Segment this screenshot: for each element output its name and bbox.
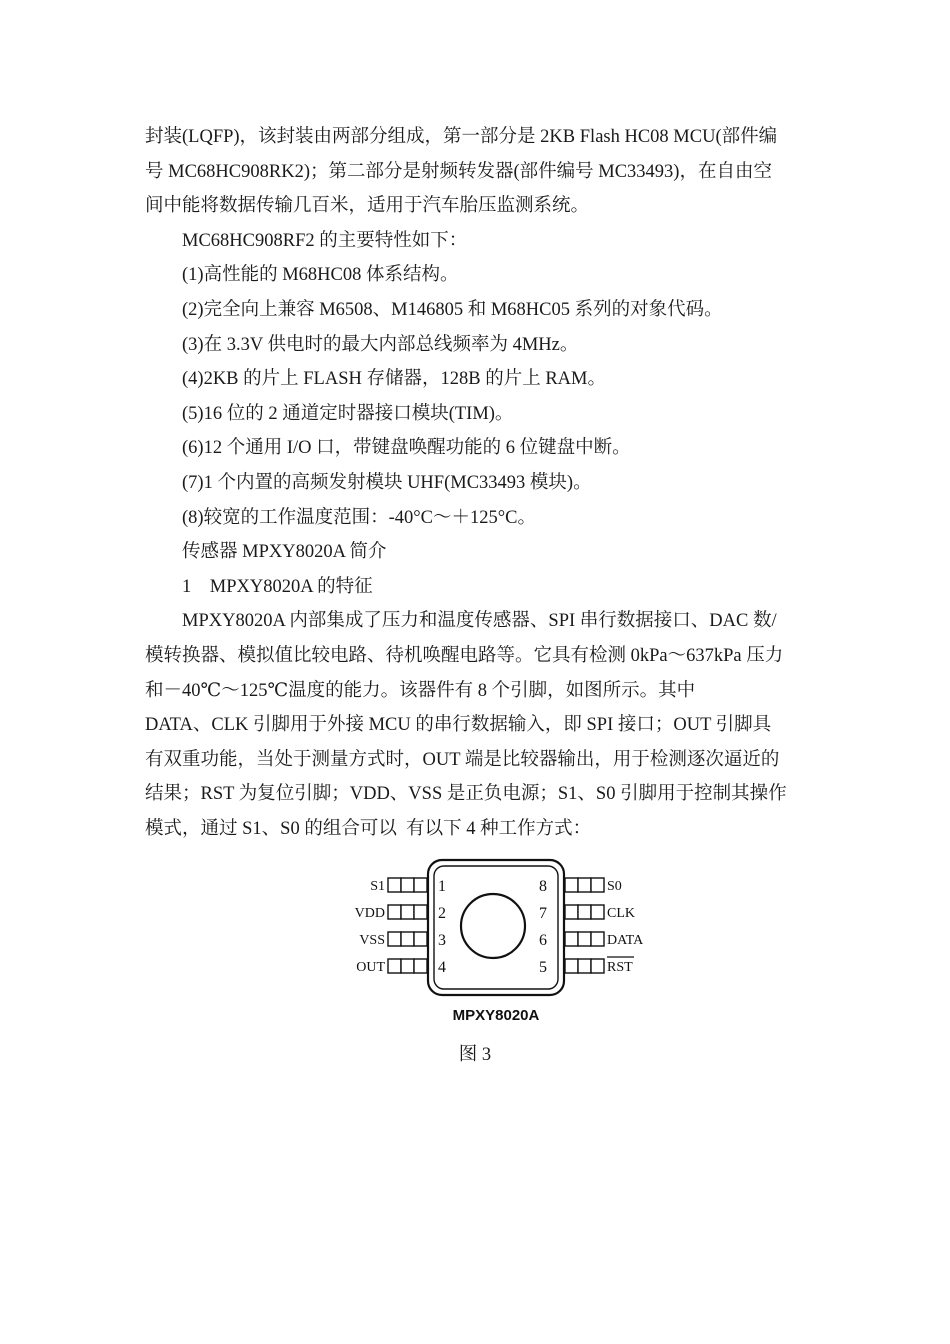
paragraph-line: 和－40℃～125℃温度的能力。该器件有 8 个引脚，如图所示。其中: [145, 680, 696, 701]
pin-6: [565, 932, 604, 946]
pin-5: [565, 959, 604, 973]
feature-item: (6)12 个通用 I/O 口，带键盘唤醒功能的 6 位键盘中断。: [182, 438, 631, 459]
features-heading: MC68HC908RF2 的主要特性如下：: [182, 230, 468, 251]
pin-number-2: 2: [438, 905, 446, 922]
pin-number-4: 4: [438, 959, 446, 976]
chip-pinout-figure: [350, 850, 650, 1030]
figure-caption: 图 3: [458, 1045, 492, 1065]
pin-number-7: 7: [539, 905, 547, 922]
chip-pinout-diagram: [350, 850, 650, 1030]
paragraph-line: 号 MC68HC908RK2)；第二部分是射频转发器(部件编号 MC33493)，在自由空: [145, 161, 772, 182]
paragraph-line: 结果；RST 为复位引脚；VDD、VSS 是正负电源；S1、S0 引脚用于控制其操作: [145, 784, 787, 805]
pin-name-s1: S1: [370, 879, 385, 894]
pin-2: [388, 905, 427, 919]
pin-4: [388, 959, 427, 973]
feature-item: (8)较宽的工作温度范围：-40°C～＋125°C。: [182, 507, 536, 528]
pin-number-3: 3: [438, 932, 446, 949]
pin-name-vss: VSS: [359, 933, 385, 948]
pin-name-data: DATA: [607, 933, 644, 948]
feature-item: (4)2KB 的片上 FLASH 存储器，128B 的片上 RAM。: [182, 369, 606, 390]
chip-label: MPXY8020A: [452, 1007, 540, 1024]
subsection-heading: 1 MPXY8020A 的特征: [182, 576, 373, 597]
section-heading: 传感器 MPXY8020A 简介: [182, 542, 387, 563]
feature-item: (3)在 3.3V 供电时的最大内部总线频率为 4MHz。: [182, 334, 579, 355]
feature-item: (5)16 位的 2 通道定时器接口模块(TIM)。: [182, 403, 514, 424]
pin-name-clk: CLK: [607, 906, 635, 921]
body-text: [145, 120, 810, 846]
pin-name-rst: RST: [607, 960, 633, 975]
paragraph-line: MPXY8020A 内部集成了压力和温度传感器、SPI 串行数据接口、DAC 数/: [182, 611, 777, 632]
paragraph-line: 模式，通过 S1、S0 的组合可以 有以下 4 种工作方式：: [145, 818, 592, 839]
pin-number-5: 5: [539, 959, 547, 976]
pin-number-1: 1: [438, 878, 446, 895]
pin-number-6: 6: [539, 932, 547, 949]
pin-name-vdd: VDD: [354, 906, 385, 921]
pin-1: [388, 878, 427, 892]
pin-name-s0: S0: [607, 879, 622, 894]
paragraph-line: 模转换器、模拟值比较电路、待机唤醒电路等。它具有检测 0kPa～637kPa 压力: [145, 645, 784, 666]
pin-number-8: 8: [539, 878, 547, 895]
pin-8: [565, 878, 604, 892]
feature-item: (2)完全向上兼容 M6508、M146805 和 M68HC05 系列的对象代码。: [182, 299, 723, 320]
pin-7: [565, 905, 604, 919]
paragraph-line: 间中能将数据传输几百米，适用于汽车胎压监测系统。: [145, 196, 590, 217]
pin-3: [388, 932, 427, 946]
pressure-port-icon: [461, 894, 525, 958]
pin-name-out: OUT: [356, 960, 385, 975]
paragraph-line: 有双重功能，当处于测量方式时，OUT 端是比较器输出，用于检测逐次逼近的: [145, 749, 780, 770]
right-pins: [565, 878, 604, 973]
paragraph-line: DATA、CLK 引脚用于外接 MCU 的串行数据输入，即 SPI 接口；OUT 引脚具: [145, 715, 772, 736]
feature-item: (7)1 个内置的高频发射模块 UHF(MC33493 模块)。: [182, 472, 592, 493]
paragraph-line: 封装(LQFP)，该封装由两部分组成，第一部分是 2KB Flash HC08 MCU(部件编: [145, 127, 778, 147]
left-pins: [388, 878, 427, 973]
feature-item: (1)高性能的 M68HC08 体系结构。: [182, 265, 459, 286]
